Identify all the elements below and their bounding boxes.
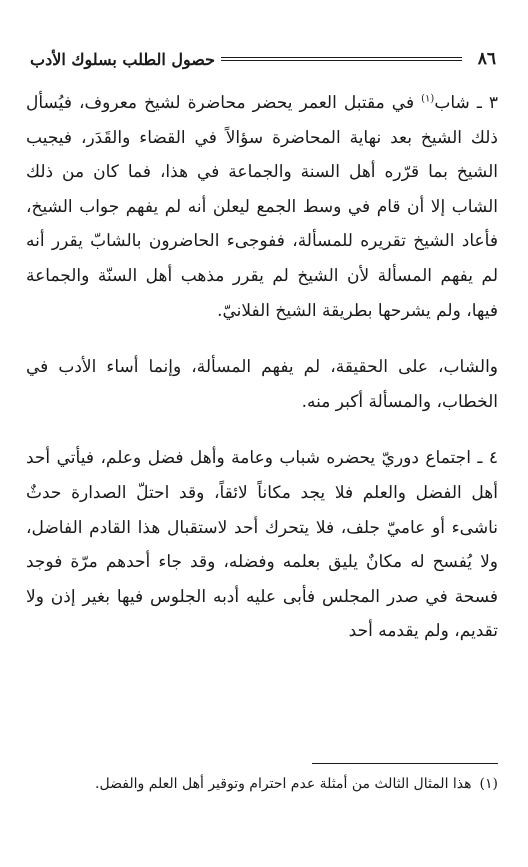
paragraph-3: ٤ ـ اجتماع دوريّ يحضره شباب وعامة وأهل فضل وعلم، فيأتي أحد أهل الفضل والعلم فلا يجد مكاناً لائقاً، وقد احتلّ الصدارة حدثٌ ناشىء أو عاميّ جلف، فلا يتحرك أحد لاستقبال هذا القادم الفاضل، ولا يُفسح له مكانٌ يليق بعلمه وفضله، وقد جاء أحدهم مرّة فوجد فسحة في صدر المجلس فأبى عليه أدبه الجلوس فيها بغير إذن ولا تقديم، ولم يقدمه أحد	[26, 448, 498, 642]
paragraph-spacer	[26, 328, 498, 350]
footnote-text: هذا المثال الثالث من أمثلة عدم احترام وتوقير أهل العلم والفضل.	[95, 776, 472, 792]
page-header	[30, 44, 496, 74]
footnote	[26, 770, 498, 798]
page-number: ٨٦	[477, 49, 496, 69]
header-rule	[221, 57, 462, 61]
footnote-separator	[312, 763, 498, 764]
paragraph-spacer	[26, 419, 498, 441]
footnote-number: (١)	[479, 776, 498, 792]
running-title: حصول الطلب بسلوك الأدب	[30, 49, 216, 69]
body-text	[26, 86, 498, 649]
paragraph-1-lead: ٣ ـ شاب	[434, 93, 498, 113]
paragraph-2: والشاب، على الحقيقة، لم يفهم المسألة، وإنما أساء الأدب في الخطاب، والمسألة أكبر منه.	[26, 357, 498, 412]
paragraph-1	[26, 86, 498, 328]
paragraph-1-rest: في مقتبل العمر يحضر محاضرة لشيخ معروف، فيُسأل ذلك الشيخ بعد نهاية المحاضرة سؤالاً في القضاء والقَدَر، فيجيب الشيخ بما قرّره أهل السنة والجماعة في هذا، فما كان من ذلك الشاب إلا أن قام في وسط الجمع ليعلن أنه لم يفهم جواب الشيخ، فأعاد الشيخ تقريره للمسألة، ففوجىء الحاضرون بالشابّ يقرر أنه لم يفهم المسألة لأن الشيخ لم يقرر مذهب أهل السنّة والجماعة فيها، ولم يشرحها بطريقة الشيخ الفلانيّ.	[26, 93, 498, 321]
footnote-reference: (١)	[421, 93, 435, 105]
